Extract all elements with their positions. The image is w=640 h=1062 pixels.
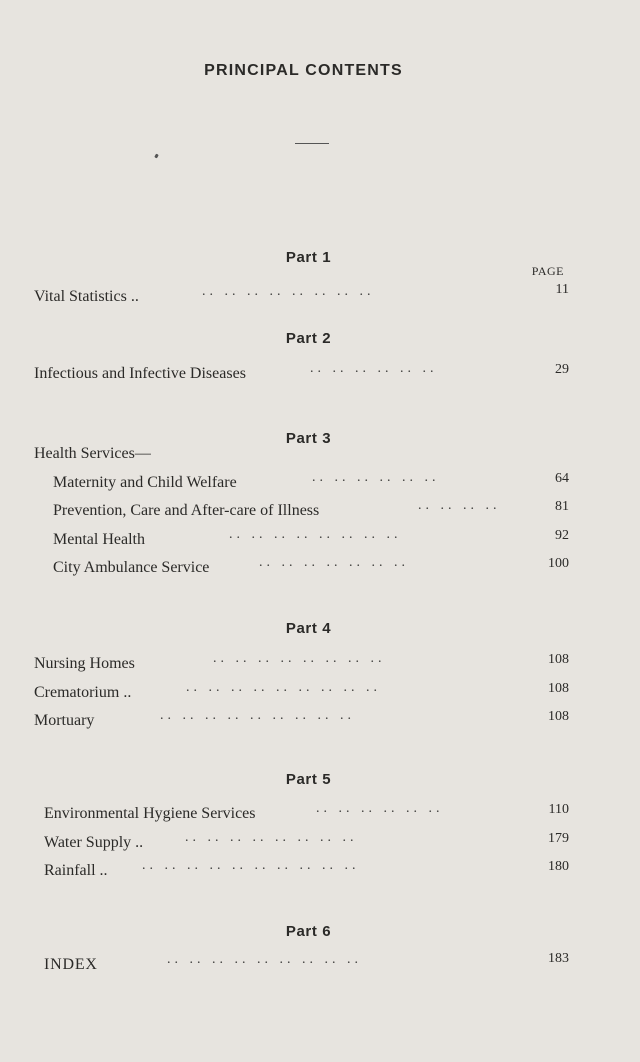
part-3-heading: Part 3 — [285, 430, 332, 447]
toc-page-number: 108 — [548, 652, 569, 667]
toc-entry-label: INDEX — [44, 956, 98, 973]
toc-entry-label: Environmental Hygiene Services — [44, 805, 256, 822]
toc-page-number: 179 — [548, 831, 569, 846]
toc-entry-label: Mental Health — [53, 531, 145, 548]
leader-dots: .. .. .. .. .. .. — [310, 361, 438, 376]
health-services-heading: Health Services— — [34, 445, 151, 462]
leader-dots: .. .. .. .. .. .. .. .. — [229, 527, 402, 542]
part-4-heading: Part 4 — [285, 620, 332, 637]
toc-entry-label: Vital Statistics .. — [34, 288, 139, 305]
toc-page-number: 100 — [548, 556, 569, 571]
toc-page-number: 11 — [555, 282, 569, 297]
part-1-heading: Part 1 — [285, 249, 332, 266]
toc-page-number: 108 — [548, 681, 569, 696]
toc-page-number: 108 — [548, 709, 569, 724]
leader-dots: .. .. .. .. .. .. — [316, 801, 444, 816]
part-5-heading: Part 5 — [285, 771, 332, 788]
toc-entry-label: Rainfall .. — [44, 862, 108, 879]
toc-entry-label: Nursing Homes — [34, 655, 135, 672]
divider-rule — [295, 143, 329, 144]
toc-page-number: 180 — [548, 859, 569, 874]
toc-entry-label: Maternity and Child Welfare — [53, 474, 237, 491]
leader-dots: .. .. .. .. .. .. .. .. — [185, 830, 358, 845]
toc-entry-label: Mortuary — [34, 712, 95, 729]
toc-entry-label: Prevention, Care and After-care of Illness — [53, 502, 320, 519]
toc-entry-label: Infectious and Infective Diseases — [34, 365, 246, 382]
part-2-heading: Part 2 — [285, 330, 332, 347]
toc-entry-label: Water Supply .. — [44, 834, 144, 851]
toc-entry-label: Crematorium .. — [34, 684, 132, 701]
leader-dots: .. .. .. .. .. .. .. .. .. .. — [142, 858, 360, 873]
leader-dots: .. .. .. .. .. .. .. .. — [202, 284, 375, 299]
page-column-header: PAGE — [531, 264, 564, 278]
toc-entry-label: City Ambulance Service — [53, 559, 210, 576]
toc-page-number: 81 — [555, 499, 569, 514]
leader-dots: .. .. .. .. .. .. — [312, 470, 440, 485]
toc-page-number: 29 — [555, 362, 569, 377]
toc-page-number: 110 — [548, 802, 569, 817]
leader-dots: .. .. .. .. .. .. .. .. .. — [160, 708, 355, 723]
page-title: PRINCIPAL CONTENTS — [204, 62, 403, 79]
leader-dots: .. .. .. .. .. .. .. .. .. — [167, 952, 362, 967]
leader-dots: .. .. .. .. .. .. .. .. .. — [186, 680, 381, 695]
toc-page-number: 183 — [548, 951, 569, 966]
toc-page-number: 64 — [555, 471, 569, 486]
part-6-heading: Part 6 — [285, 923, 332, 940]
leader-dots: .. .. .. .. — [418, 498, 501, 513]
leader-dots: .. .. .. .. .. .. .. — [259, 555, 409, 570]
leader-dots: .. .. .. .. .. .. .. .. — [213, 651, 386, 666]
toc-page-number: 92 — [555, 528, 569, 543]
print-speck — [154, 154, 159, 159]
